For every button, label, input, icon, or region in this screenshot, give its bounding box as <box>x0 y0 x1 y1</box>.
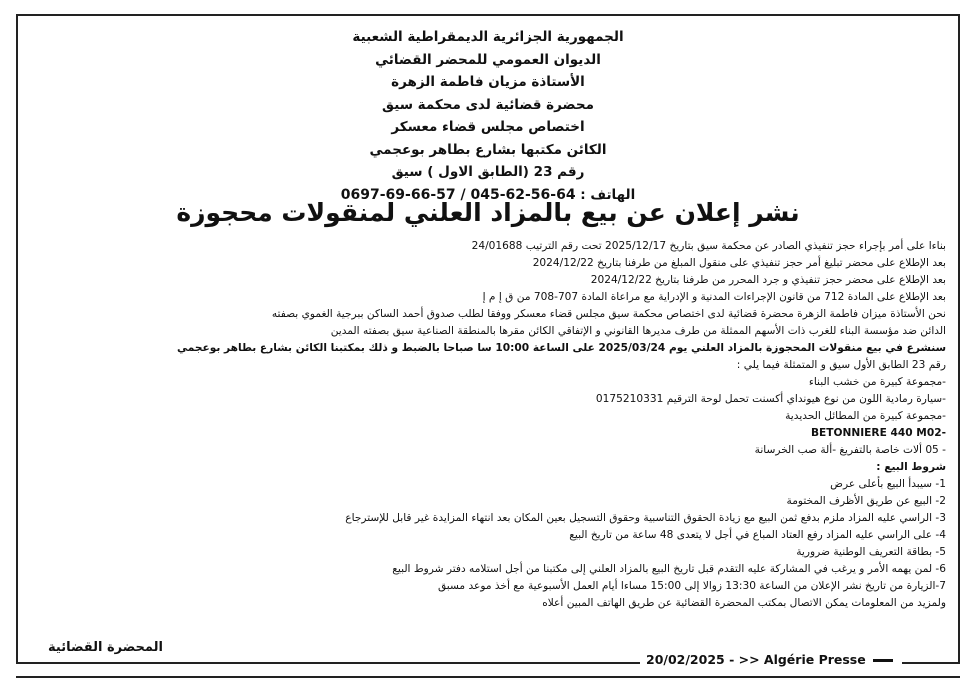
header-line: الأستاذة مزيان فاطمة الزهرة <box>391 74 585 90</box>
announcement-body <box>40 238 946 612</box>
letterhead <box>18 26 958 206</box>
header-line: محضرة قضائية لدى محكمة سيق <box>382 96 594 113</box>
next-ad-border <box>16 676 960 684</box>
contact-line: ولمزيد من المعلومات يمكن الاتصال بمكتب المحضرة القضائية عن طريق الهاتف المبين أعلاه <box>542 597 946 609</box>
condition-line: 6- لمن يهمه الأمر و يرغب في المشاركة عليه التقدم قبل تاريخ البيع بالمزاد العلني إلى مكتبنا من أجل استلامه دفتر شروط البيع <box>392 563 946 575</box>
body-line: بناءا على أمر بإجراء حجز تنفيذي الصادر عن محكمة سيق بتاريخ 2025/12/17 تحت رقم الترتيب 24/01688 <box>471 240 946 252</box>
condition-line: 2- البيع عن طريق الأظرف المختومة <box>786 495 946 507</box>
body-line: بعد الإطلاع على محضر حجز تنفيذي و جرد المحرر من طرفنا بتاريخ 2024/12/22 <box>590 274 946 286</box>
body-line: رقم 23 الطابق الأول سيق و المتمثلة فيما يلي : <box>736 359 946 371</box>
footer-text: 20/02/2025 - >> Algérie Presse <box>646 652 866 667</box>
header-line: الديوان العمومي للمحضر القضائي <box>375 51 601 68</box>
header-line: الجمهورية الجزائرية الديمقراطية الشعبية <box>352 29 624 45</box>
phone-label: الهاتف : <box>580 186 636 203</box>
condition-line: 4- على الراسي عليه المزاد رفع العتاد المباع في أجل لا يتعدى 48 ساعة من تاريخ البيع <box>569 529 946 541</box>
announcement-title: نشر إعلان عن بيع بالمزاد العلني لمنقولات محجوزة <box>176 198 800 227</box>
header-line: رقم 23 (الطابق الاول ) سيق <box>391 164 585 180</box>
announcement-frame <box>16 14 960 664</box>
condition-line: 5- بطاقة التعريف الوطنية ضرورية <box>796 546 946 558</box>
conditions-heading: شروط البيع : <box>876 461 946 473</box>
body-line: بعد الإطلاع على المادة 712 من قانون الإجراءات المدنية و الإدراية مع مراعاة المادة 707-708 من ق إ م إ <box>482 291 946 303</box>
footer-bar <box>873 659 893 662</box>
condition-line: 7-الزيارة من تاريخ نشر الإعلان من الساعة 13:30 زوالا إلى 15:00 مساءا أيام العمل الأسبوعية مع أخذ موعد مسبق <box>437 580 946 592</box>
condition-line: 1- سيبدأ البيع بأعلى عرض <box>830 478 946 490</box>
item-line: -سيارة رمادية اللون من نوع هيونداي أكسنت تحمل لوحة الترقيم 0175210331 <box>595 393 946 405</box>
publication-footer <box>640 652 902 672</box>
item-line: - 05 ألات خاصة بالتفريغ -ألة صب الخرسانة <box>754 444 946 456</box>
phone-numbers: 0697-69-66-57 / 045-62-56-64 <box>340 186 576 203</box>
header-line: اختصاص مجلس قضاء معسكر <box>391 119 585 135</box>
item-line: -مجموعة كبيرة من خشب البناء <box>808 376 946 388</box>
body-line: الدائن ضد مؤسسة البناء للغرب ذات الأسهم الممثلة من طرف مديرها القانوني و الإتفاقي الكائن مقرها بالمنطقة الصناعية سيق بصفته المدين <box>330 325 946 337</box>
header-line: الكائن مكتبها بشارع بطاهر بوعجمي <box>369 141 607 158</box>
body-line: نحن الأستاذة ميزان فاطمة الزهرة محضرة قضائية لدى اختصاص محكمة سيق مجلس قضاء معسكر ووفقا لطلب صدوق أحمد الساكن ببرجية الغموي بصفته <box>271 308 946 320</box>
signature: المحضرة القضائية <box>48 640 163 655</box>
condition-line: 3- الراسي عليه المزاد ملزم بدفع ثمن البيع مع زيادة الحقوق التناسبية وحقوق التسجيل بعين المكان بعد انتهاء المزايدة غير قابل للإسترجاع <box>345 512 946 524</box>
body-line: بعد الإطلاع على محضر تبليغ أمر حجز تنفيذي على منقول المبلغ من طرفنا بتاريخ 2024/12/22 <box>532 257 946 269</box>
item-line: -مجموعة كبيرة من المطائل الحديدية <box>785 410 946 422</box>
item-line: -BETONNIERE 440 M02 <box>810 427 946 439</box>
body-line: سنشرع في بيع منقولات المحجوزة بالمزاد العلني يوم 2025/03/24 على الساعة 10:00 سا صباحا بالضبط و ذلك بمكتبنا الكائن بشارع بطاهر بوعجمي <box>177 342 946 354</box>
